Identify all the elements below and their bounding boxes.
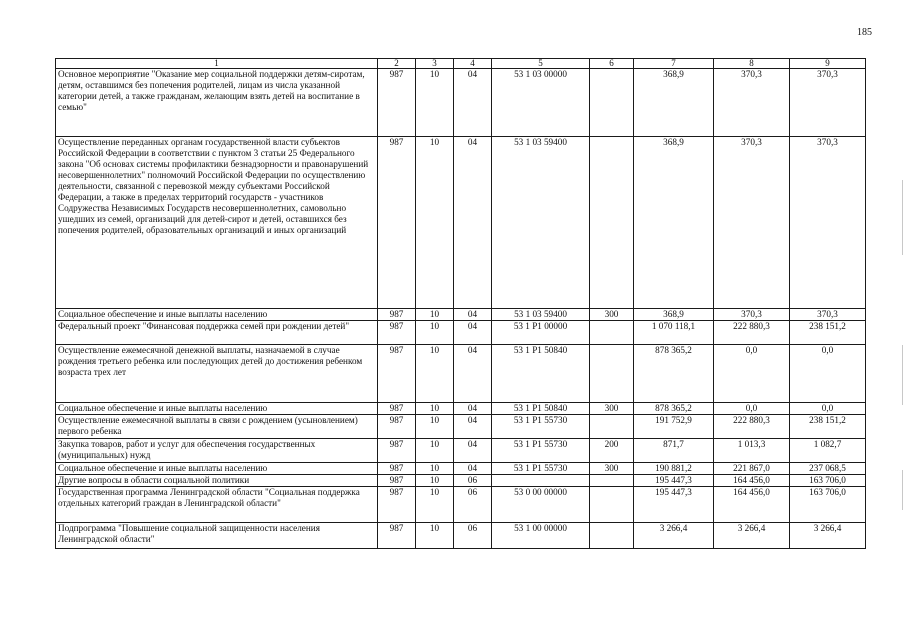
row-name: Социальное обеспечение и иные выплаты населению: [56, 463, 378, 475]
cell-amount-col8: 370,3: [714, 137, 790, 309]
cell-expense-type: [590, 137, 634, 309]
table-row: [56, 321, 866, 345]
cell-subsection: 06: [454, 523, 492, 549]
cell-ministry-code: 987: [378, 439, 416, 463]
row-name: Федеральный проект "Финансовая поддержка семей при рождении детей": [56, 321, 378, 345]
cell-expense-type: [590, 415, 634, 439]
cell-expense-type: 200: [590, 439, 634, 463]
cell-ministry-code: 987: [378, 403, 416, 415]
table-row: [56, 439, 866, 463]
cell-amount-col8: 222 880,3: [714, 415, 790, 439]
cell-ministry-code: 987: [378, 69, 416, 137]
cell-amount-col7: 878 365,2: [634, 345, 714, 403]
cell-target-article: 53 1 P1 55730: [492, 463, 590, 475]
table-header-row: [56, 59, 866, 69]
table-row: [56, 403, 866, 415]
cell-amount-col8: 1 013,3: [714, 439, 790, 463]
table-row: [56, 523, 866, 549]
cell-ministry-code: 987: [378, 463, 416, 475]
cell-amount-col7: 190 881,2: [634, 463, 714, 475]
cell-amount-col8: 370,3: [714, 309, 790, 321]
cell-expense-type: [590, 475, 634, 487]
cell-section: 10: [416, 137, 454, 309]
cell-target-article: [492, 475, 590, 487]
cell-ministry-code: 987: [378, 487, 416, 523]
cell-subsection: 04: [454, 415, 492, 439]
page-number: 185: [857, 27, 872, 38]
cell-amount-col9: 163 706,0: [790, 487, 866, 523]
cell-amount-col8: 0,0: [714, 403, 790, 415]
row-name: Основное мероприятие "Оказание мер социальной поддержки детям-сиротам, детям, оставшимся без попечения родителей, лицам из числа указанной категории детей, а также гражданам, желающим взять детей на воспитание в семью": [56, 69, 378, 137]
cell-amount-col9: 238 151,2: [790, 415, 866, 439]
cell-section: 10: [416, 415, 454, 439]
cell-amount-col7: 3 266,4: [634, 523, 714, 549]
cell-target-article: 53 1 P1 50840: [492, 403, 590, 415]
cell-amount-col7: 195 447,3: [634, 487, 714, 523]
column-header: 1: [56, 59, 378, 69]
table-row: [56, 463, 866, 475]
cell-amount-col9: 3 266,4: [790, 523, 866, 549]
row-name: Социальное обеспечение и иные выплаты населению: [56, 309, 378, 321]
cell-amount-col7: 368,9: [634, 137, 714, 309]
cell-amount-col7: 191 752,9: [634, 415, 714, 439]
cell-target-article: 53 1 03 59400: [492, 309, 590, 321]
cell-amount-col9: 370,3: [790, 137, 866, 309]
cell-amount-col8: 3 266,4: [714, 523, 790, 549]
column-header: 6: [590, 59, 634, 69]
row-name: Закупка товаров, работ и услуг для обеспечения государственных (муниципальных) нужд: [56, 439, 378, 463]
cell-target-article: 53 0 00 00000: [492, 487, 590, 523]
cell-expense-type: 300: [590, 463, 634, 475]
cell-section: 10: [416, 345, 454, 403]
cell-amount-col9: 163 706,0: [790, 475, 866, 487]
table-row: [56, 137, 866, 309]
cell-ministry-code: 987: [378, 415, 416, 439]
cell-target-article: 53 1 P1 00000: [492, 321, 590, 345]
column-header: 8: [714, 59, 790, 69]
cell-section: 10: [416, 523, 454, 549]
table-row: [56, 345, 866, 403]
cell-target-article: 53 1 00 00000: [492, 523, 590, 549]
cell-target-article: 53 1 P1 50840: [492, 345, 590, 403]
cell-expense-type: [590, 321, 634, 345]
cell-ministry-code: 987: [378, 309, 416, 321]
table-row: [56, 415, 866, 439]
cell-expense-type: 300: [590, 309, 634, 321]
cell-amount-col7: 878 365,2: [634, 403, 714, 415]
cell-amount-col8: 221 867,0: [714, 463, 790, 475]
cell-subsection: 06: [454, 475, 492, 487]
row-name: Другие вопросы в области социальной политики: [56, 475, 378, 487]
row-name: Государственная программа Ленинградской области "Социальная поддержка отдельных категорий граждан в Ленинградской области": [56, 487, 378, 523]
cell-section: 10: [416, 463, 454, 475]
cell-target-article: 53 1 P1 55730: [492, 415, 590, 439]
cell-subsection: 04: [454, 345, 492, 403]
cell-amount-col7: 1 070 118,1: [634, 321, 714, 345]
row-name: Осуществление ежемесячной выплаты в связи с рождением (усыновлением) первого ребенка: [56, 415, 378, 439]
cell-expense-type: [590, 345, 634, 403]
cell-amount-col9: 0,0: [790, 403, 866, 415]
cell-amount-col8: 164 456,0: [714, 487, 790, 523]
cell-ministry-code: 987: [378, 345, 416, 403]
cell-ministry-code: 987: [378, 523, 416, 549]
cell-ministry-code: 987: [378, 137, 416, 309]
scan-edge-mark: [902, 345, 903, 405]
row-name: Осуществление ежемесячной денежной выплаты, назначаемой в случае рождения третьего ребенка или последующих детей до достижения ребенком возраста трех лет: [56, 345, 378, 403]
cell-section: 10: [416, 439, 454, 463]
column-header: 7: [634, 59, 714, 69]
cell-section: 10: [416, 403, 454, 415]
column-header: 2: [378, 59, 416, 69]
column-header: 5: [492, 59, 590, 69]
scan-edge-mark: [902, 180, 903, 255]
cell-ministry-code: 987: [378, 475, 416, 487]
cell-subsection: 04: [454, 463, 492, 475]
cell-amount-col9: 1 082,7: [790, 439, 866, 463]
cell-target-article: 53 1 03 00000: [492, 69, 590, 137]
table-row: [56, 309, 866, 321]
cell-amount-col8: 164 456,0: [714, 475, 790, 487]
cell-amount-col7: 871,7: [634, 439, 714, 463]
cell-amount-col8: 222 880,3: [714, 321, 790, 345]
cell-amount-col9: 238 151,2: [790, 321, 866, 345]
cell-subsection: 04: [454, 439, 492, 463]
cell-section: 10: [416, 309, 454, 321]
cell-amount-col7: 195 447,3: [634, 475, 714, 487]
cell-target-article: 53 1 P1 55730: [492, 439, 590, 463]
cell-expense-type: 300: [590, 403, 634, 415]
cell-section: 10: [416, 69, 454, 137]
cell-amount-col9: 370,3: [790, 309, 866, 321]
cell-section: 10: [416, 487, 454, 523]
cell-amount-col9: 370,3: [790, 69, 866, 137]
column-header: 3: [416, 59, 454, 69]
table-row: [56, 487, 866, 523]
cell-subsection: 06: [454, 487, 492, 523]
cell-subsection: 04: [454, 403, 492, 415]
budget-table: [55, 58, 866, 549]
column-header: 4: [454, 59, 492, 69]
cell-subsection: 04: [454, 321, 492, 345]
cell-target-article: 53 1 03 59400: [492, 137, 590, 309]
cell-amount-col8: 370,3: [714, 69, 790, 137]
cell-amount-col9: 0,0: [790, 345, 866, 403]
row-name: Подпрограмма "Повышение социальной защищенности населения Ленинградской области": [56, 523, 378, 549]
table-row: [56, 475, 866, 487]
cell-amount-col7: 368,9: [634, 69, 714, 137]
row-name: Социальное обеспечение и иные выплаты населению: [56, 403, 378, 415]
row-name: Осуществление переданных органам государственной власти субъектов Российской Федерации в соответствии с пунктом 3 статьи 25 Федерального закона "Об основах системы профилактики безнадзорности и правонарушений несовершеннолетних" полномочий Российской Федерации по осуществлению деятельности, связанной с перевозкой между субъектами Российской Федерации, а также в пределах территорий государств - участников Содружества Независимых Государств несовершеннолетних, самовольно ушедших из семей, организаций для детей-сирот и детей, оставшихся без попечения родителей, образовательных организаций и иных организаций: [56, 137, 378, 309]
cell-section: 10: [416, 321, 454, 345]
cell-amount-col7: 368,9: [634, 309, 714, 321]
cell-section: 10: [416, 475, 454, 487]
cell-amount-col8: 0,0: [714, 345, 790, 403]
cell-expense-type: [590, 523, 634, 549]
cell-subsection: 04: [454, 69, 492, 137]
column-header: 9: [790, 59, 866, 69]
cell-subsection: 04: [454, 309, 492, 321]
cell-ministry-code: 987: [378, 321, 416, 345]
cell-expense-type: [590, 69, 634, 137]
scan-edge-mark: [902, 470, 903, 510]
table-row: [56, 69, 866, 137]
cell-amount-col9: 237 068,5: [790, 463, 866, 475]
cell-expense-type: [590, 487, 634, 523]
cell-subsection: 04: [454, 137, 492, 309]
